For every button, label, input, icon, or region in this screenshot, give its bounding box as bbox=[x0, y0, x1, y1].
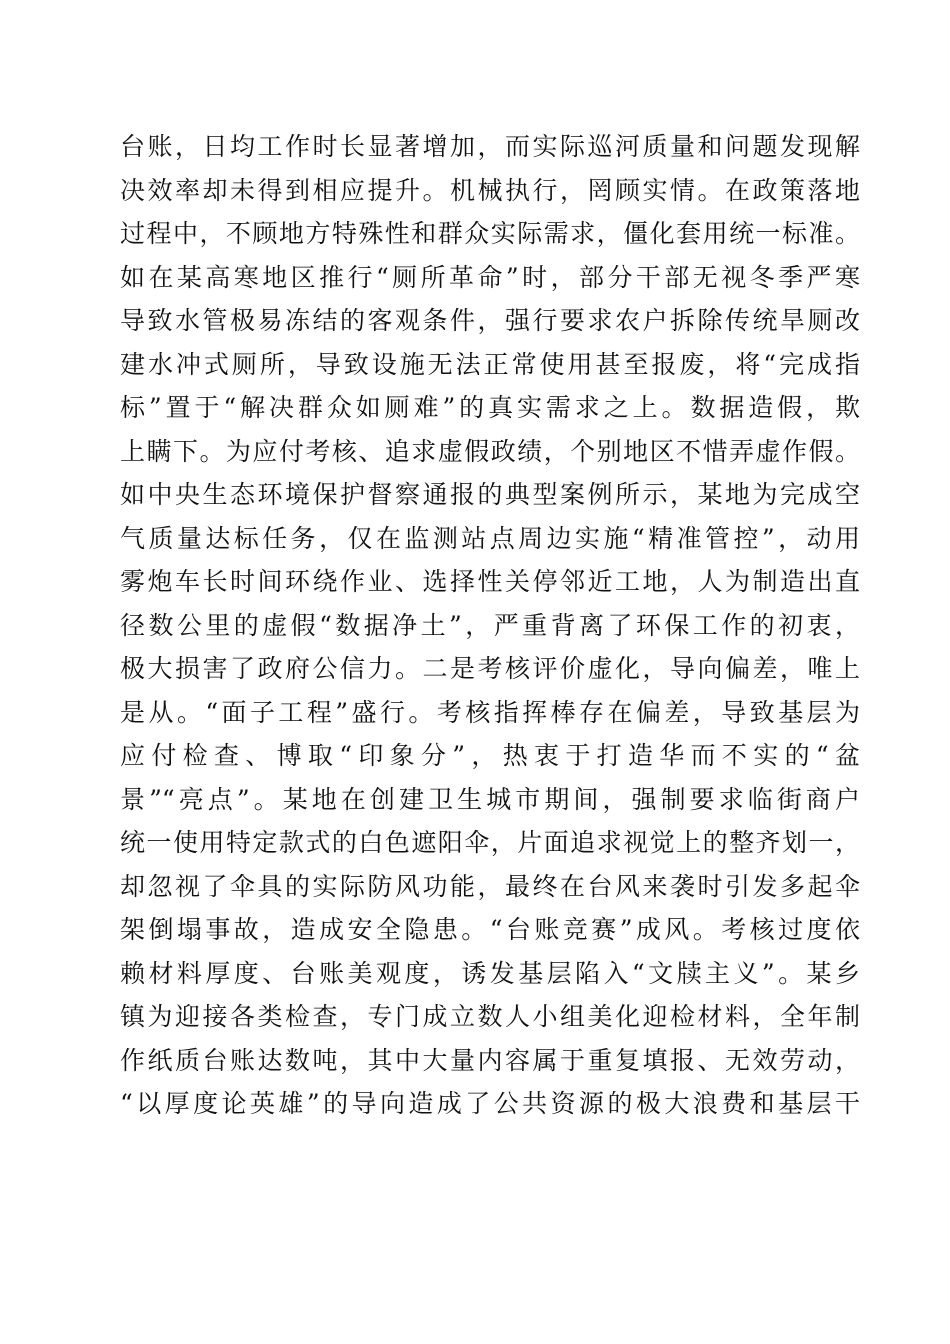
text-line: 上瞒下。为应付考核、追求虚假政绩，个别地区不惜弄虚作假。 bbox=[120, 436, 860, 466]
text-line: 却忽视了伞具的实际防风功能，最终在台风来袭时引发多起伞 bbox=[120, 871, 860, 901]
text-line: 赖材料厚度、台账美观度，诱发基层陷入“文牍主义”。某乡 bbox=[120, 958, 860, 988]
text-line: 是从。“面子工程”盛行。考核指挥棒存在偏差，导致基层为 bbox=[120, 697, 860, 727]
text-line: 标”置于“解决群众如厕难”的真实需求之上。数据造假，欺 bbox=[120, 393, 860, 422]
text-line: 台账，日均工作时长显著增加，而实际巡河质量和问题发现解 bbox=[120, 132, 860, 161]
body-paragraph bbox=[120, 125, 860, 1126]
text-line: 统一使用特定款式的白色遮阳伞，片面追求视觉上的整齐划一， bbox=[120, 828, 860, 857]
text-line: 作纸质台账达数吨，其中大量内容属于重复填报、无效劳动， bbox=[120, 1045, 860, 1075]
text-line: 应付检查、博取“印象分”，热衷于打造华而不实的“盆 bbox=[120, 741, 860, 770]
text-line: 气质量达标任务，仅在监测站点周边实施“精准管控”，动用 bbox=[120, 523, 860, 553]
text-line: 极大损害了政府公信力。二是考核评价虚化，导向偏差，唯上 bbox=[120, 654, 860, 683]
text-line: 如中央生态环境保护督察通报的典型案例所示，某地为完成空 bbox=[120, 480, 860, 509]
text-line: 雾炮车长时间环绕作业、选择性关停邻近工地，人为制造出直 bbox=[120, 567, 860, 596]
text-line: 建水冲式厕所，导致设施无法正常使用甚至报废，将“完成指 bbox=[120, 349, 860, 379]
text-line: 过程中，不顾地方特殊性和群众实际需求，僵化套用统一标准。 bbox=[120, 219, 860, 248]
text-line: 架倒塌事故，造成安全隐患。“台账竞赛”成风。考核过度依 bbox=[120, 915, 860, 944]
text-line: 决效率却未得到相应提升。机械执行，罔顾实情。在政策落地 bbox=[120, 175, 860, 205]
text-line: 导致水管极易冻结的客观条件，强行要求农户拆除传统旱厕改 bbox=[120, 306, 860, 335]
text-line: “以厚度论英雄”的导向造成了公共资源的极大浪费和基层干 bbox=[120, 1089, 860, 1118]
text-line: 如在某高寒地区推行“厕所革命”时，部分干部无视冬季严寒 bbox=[120, 262, 860, 292]
text-line: 景”“亮点”。某地在创建卫生城市期间，强制要求临街商户 bbox=[120, 784, 860, 814]
text-line: 径数公里的虚假“数据净土”，严重背离了环保工作的初衷， bbox=[120, 610, 860, 640]
text-line: 镇为迎接各类检查，专门成立数人小组美化迎检材料，全年制 bbox=[120, 1002, 860, 1031]
